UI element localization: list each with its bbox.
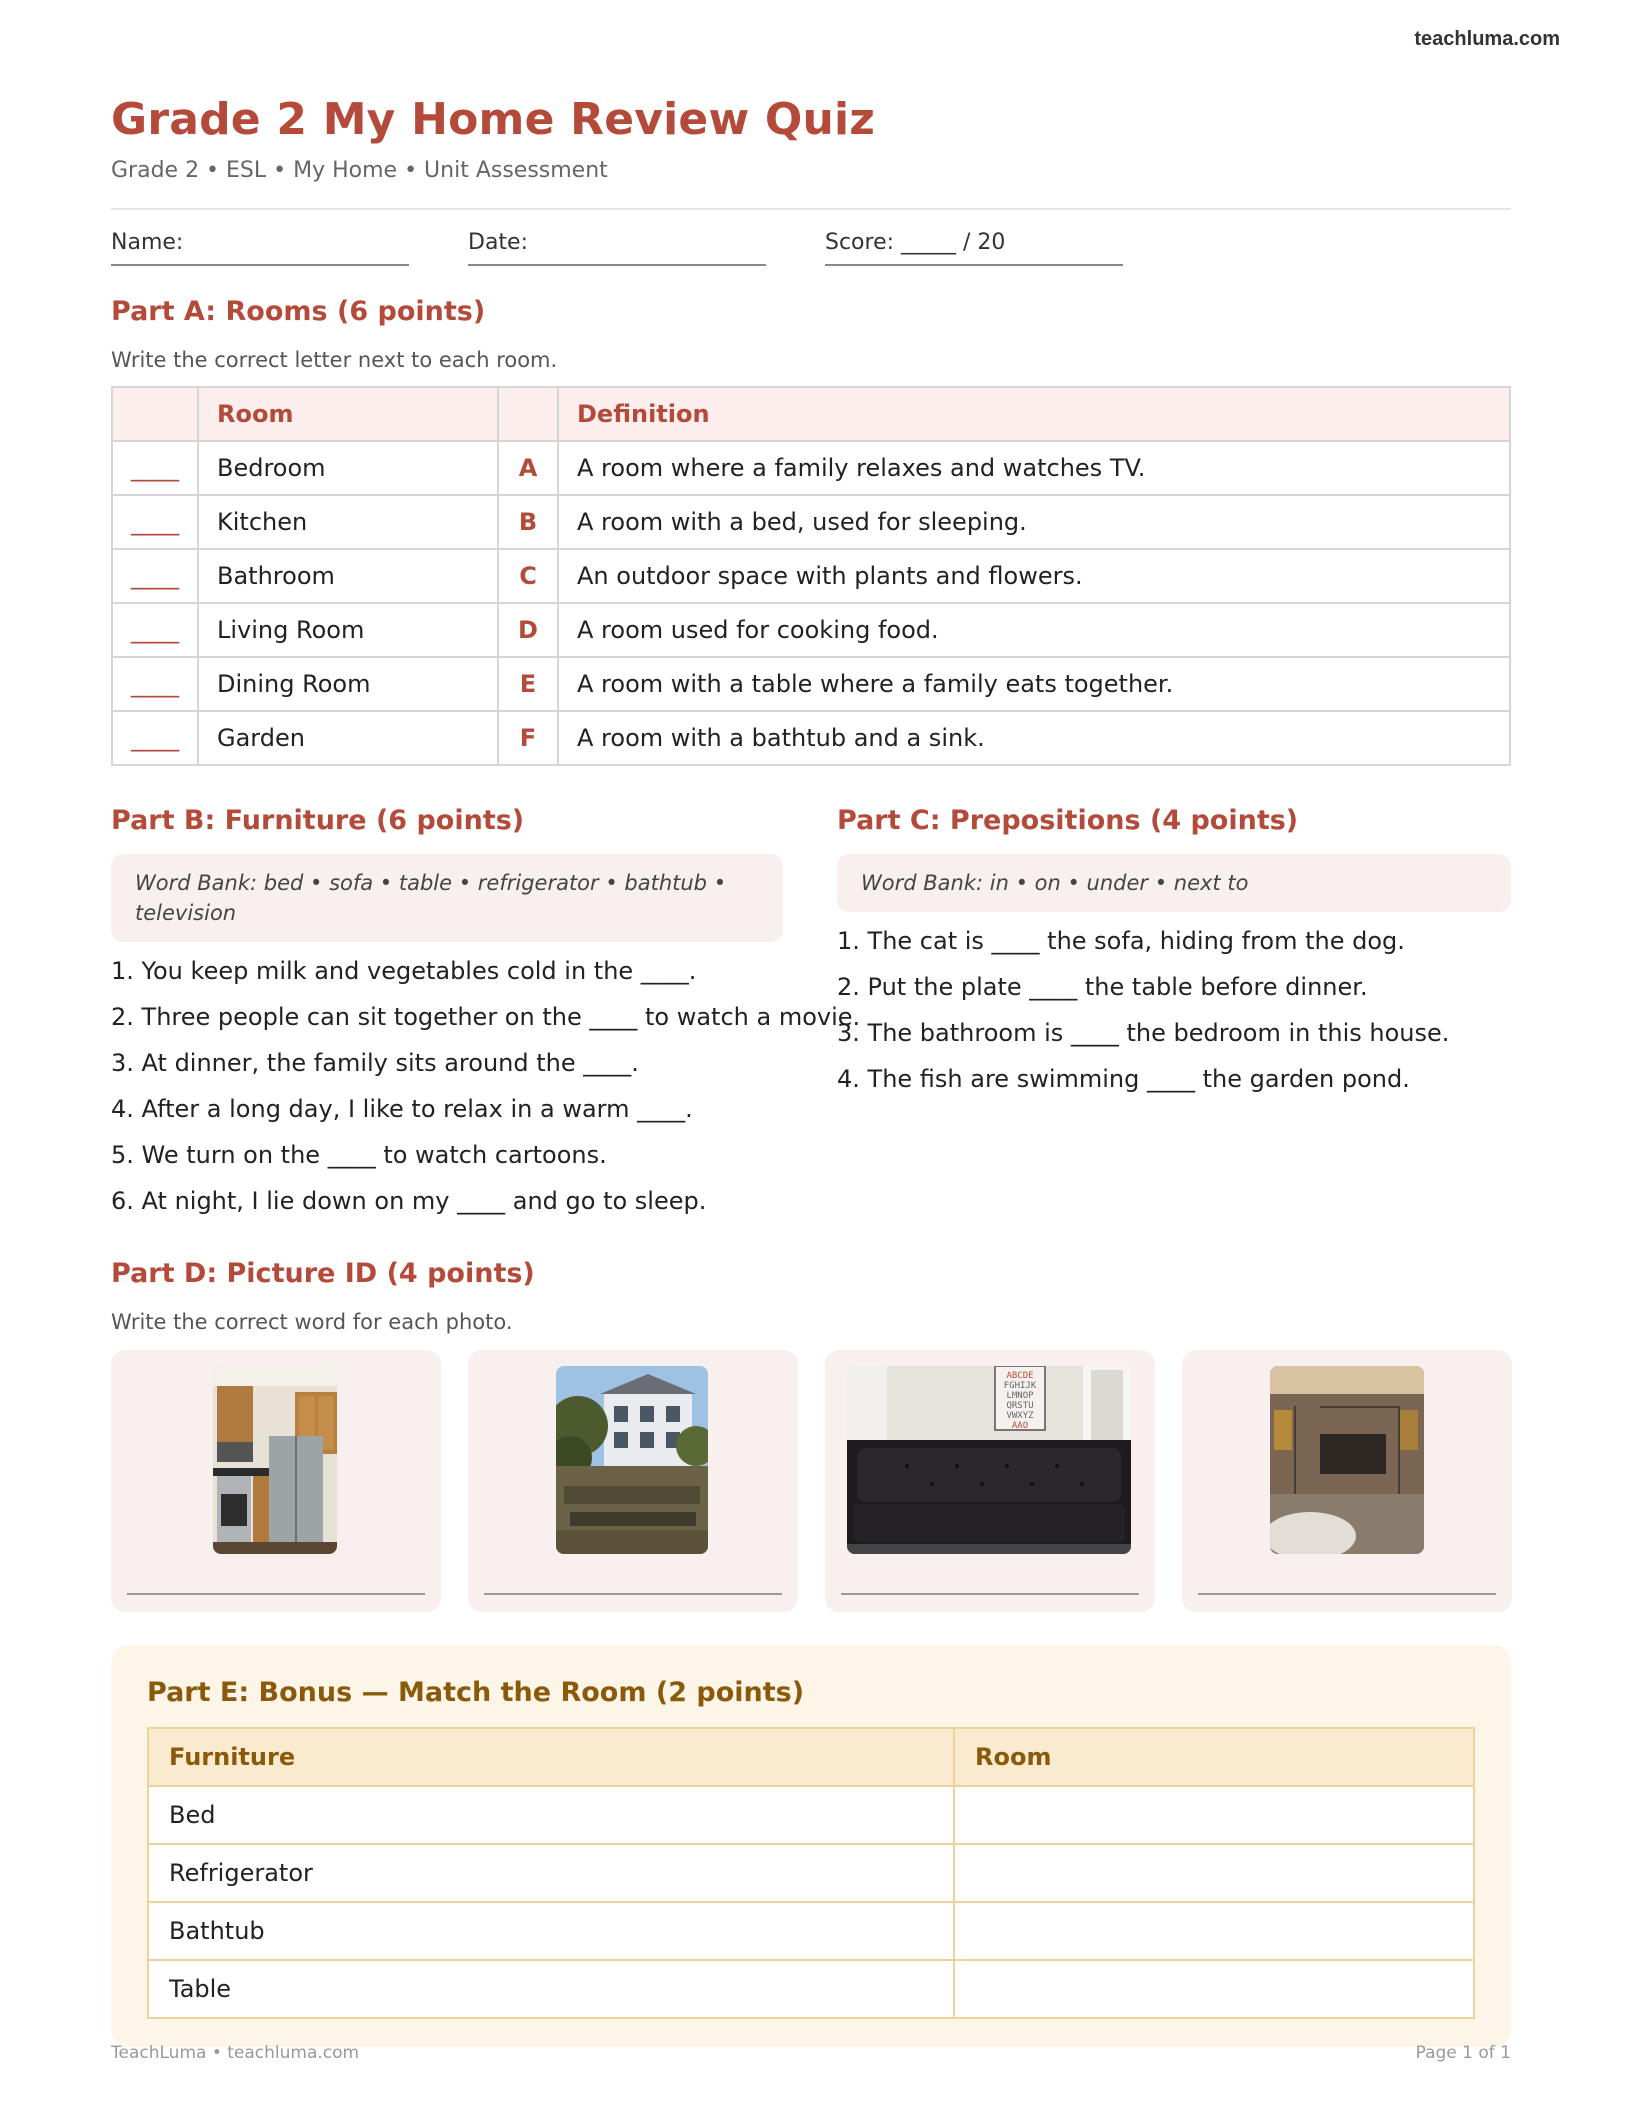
furniture-cell: Bed: [148, 1786, 954, 1844]
answer-blank[interactable]: ____: [112, 657, 198, 711]
part-b-word-bank: Word Bank: bed • sofa • table • refrigerator • bathtub • television: [111, 854, 783, 942]
definition-cell: An outdoor space with plants and flowers.: [558, 549, 1510, 603]
question-item: 2. Put the plate ____ the table before dinner.: [837, 973, 1368, 1001]
part-e-heading: Part E: Bonus — Match the Room (2 points): [147, 1677, 805, 1708]
question-item: 2. Three people can sit together on the ____ to watch a movie.: [111, 1003, 861, 1031]
room-cell: Bathroom: [198, 549, 498, 603]
table-row: [112, 711, 1510, 765]
garden-house-photo: [556, 1366, 708, 1554]
name-field[interactable]: Name:: [111, 230, 409, 266]
answer-blank[interactable]: ____: [112, 603, 198, 657]
table-row: [112, 495, 1510, 549]
answer-line[interactable]: [484, 1593, 782, 1595]
sofa-photo: [847, 1366, 1131, 1554]
answer-line[interactable]: [127, 1593, 425, 1595]
part-d-instruction: Write the correct word for each photo.: [111, 1310, 513, 1334]
room-answer-cell[interactable]: [954, 1786, 1474, 1844]
page-number: Page 1 of 1: [1415, 2043, 1511, 2063]
definition-column-header: Definition: [558, 387, 1510, 441]
footer-brand: TeachLuma • teachluma.com: [111, 2043, 360, 2063]
letter-cell: F: [498, 711, 558, 765]
svg-text:LMNOP: LMNOP: [1006, 1391, 1034, 1401]
question-item: 3. The bathroom is ____ the bedroom in this house.: [837, 1019, 1450, 1047]
svg-text:VWXYZ: VWXYZ: [1006, 1411, 1034, 1421]
letter-cell: C: [498, 549, 558, 603]
answer-blank[interactable]: ____: [112, 441, 198, 495]
brand-link[interactable]: teachluma.com: [1414, 28, 1560, 50]
part-c-questions: [837, 918, 1511, 1102]
table-row: [148, 1844, 1474, 1902]
rooms-matching-table: [111, 386, 1511, 766]
room-answer-cell[interactable]: [954, 1902, 1474, 1960]
table-row: [148, 1960, 1474, 2018]
table-row: [112, 603, 1510, 657]
letter-column-header: [498, 387, 558, 441]
definition-cell: A room used for cooking food.: [558, 603, 1510, 657]
kitchen-photo: [213, 1366, 337, 1554]
room-cell: Dining Room: [198, 657, 498, 711]
answer-blank[interactable]: ____: [112, 549, 198, 603]
bonus-section: [111, 1645, 1511, 2047]
part-c-heading: Part C: Prepositions (4 points): [837, 805, 1299, 836]
blank-column-header: [112, 387, 198, 441]
room-column-header: Room: [198, 387, 498, 441]
date-field[interactable]: Date:: [468, 230, 766, 266]
definition-cell: A room where a family relaxes and watches TV.: [558, 441, 1510, 495]
furniture-cell: Bathtub: [148, 1902, 954, 1960]
table-header-row: [148, 1728, 1474, 1786]
picture-card-television: [1182, 1350, 1512, 1612]
svg-text:QRSTU: QRSTU: [1006, 1401, 1034, 1411]
definition-cell: A room with a bed, used for sleeping.: [558, 495, 1510, 549]
definition-cell: A room with a table where a family eats together.: [558, 657, 1510, 711]
letter-cell: B: [498, 495, 558, 549]
svg-text:FGHIJK: FGHIJK: [1003, 1381, 1037, 1391]
bonus-matching-table: [147, 1727, 1475, 2019]
television-photo: [1270, 1366, 1424, 1554]
answer-blank[interactable]: ____: [112, 495, 198, 549]
picture-card-kitchen: [111, 1350, 441, 1612]
score-field[interactable]: Score: _____ / 20: [825, 230, 1123, 266]
answer-blank[interactable]: ____: [112, 711, 198, 765]
part-b-heading: Part B: Furniture (6 points): [111, 805, 525, 836]
answer-line[interactable]: [1198, 1593, 1496, 1595]
table-header-row: [112, 387, 1510, 441]
divider: [111, 208, 1511, 210]
question-item: 1. You keep milk and vegetables cold in the ____.: [111, 957, 697, 985]
part-a-heading: Part A: Rooms (6 points): [111, 296, 486, 327]
question-item: 6. At night, I lie down on my ____ and go to sleep.: [111, 1187, 707, 1215]
room-answer-cell[interactable]: [954, 1844, 1474, 1902]
part-b-questions: [111, 948, 861, 1224]
answer-line[interactable]: [841, 1593, 1139, 1595]
part-d-heading: Part D: Picture ID (4 points): [111, 1258, 535, 1289]
table-row: [112, 657, 1510, 711]
student-info-row: [111, 230, 1511, 266]
question-item: 3. At dinner, the family sits around the ____.: [111, 1049, 639, 1077]
table-row: [112, 441, 1510, 495]
picture-card-sofa: [825, 1350, 1155, 1612]
room-cell: Bedroom: [198, 441, 498, 495]
part-c-word-bank: Word Bank: in • on • under • next to: [837, 854, 1511, 912]
furniture-cell: Refrigerator: [148, 1844, 954, 1902]
letter-cell: E: [498, 657, 558, 711]
room-cell: Garden: [198, 711, 498, 765]
room-column-header: Room: [954, 1728, 1474, 1786]
letter-cell: A: [498, 441, 558, 495]
furniture-cell: Table: [148, 1960, 954, 2018]
part-a-instruction: Write the correct letter next to each room.: [111, 348, 558, 372]
letter-cell: D: [498, 603, 558, 657]
definition-cell: A room with a bathtub and a sink.: [558, 711, 1510, 765]
room-cell: Kitchen: [198, 495, 498, 549]
table-row: [112, 549, 1510, 603]
question-item: 5. We turn on the ____ to watch cartoons.: [111, 1141, 607, 1169]
page-subtitle: Grade 2 • ESL • My Home • Unit Assessment: [111, 158, 608, 183]
table-row: [148, 1786, 1474, 1844]
picture-card-garden: [468, 1350, 798, 1612]
question-item: 1. The cat is ____ the sofa, hiding from the dog.: [837, 927, 1405, 955]
furniture-column-header: Furniture: [148, 1728, 954, 1786]
page-title: Grade 2 My Home Review Quiz: [111, 94, 876, 145]
question-item: 4. The fish are swimming ____ the garden pond.: [837, 1065, 1410, 1093]
svg-text:AAO: AAO: [1011, 1421, 1029, 1431]
svg-text:ABCDE: ABCDE: [1006, 1371, 1034, 1381]
question-item: 4. After a long day, I like to relax in a warm ____.: [111, 1095, 693, 1123]
room-cell: Living Room: [198, 603, 498, 657]
room-answer-cell[interactable]: [954, 1960, 1474, 2018]
table-row: [148, 1902, 1474, 1960]
